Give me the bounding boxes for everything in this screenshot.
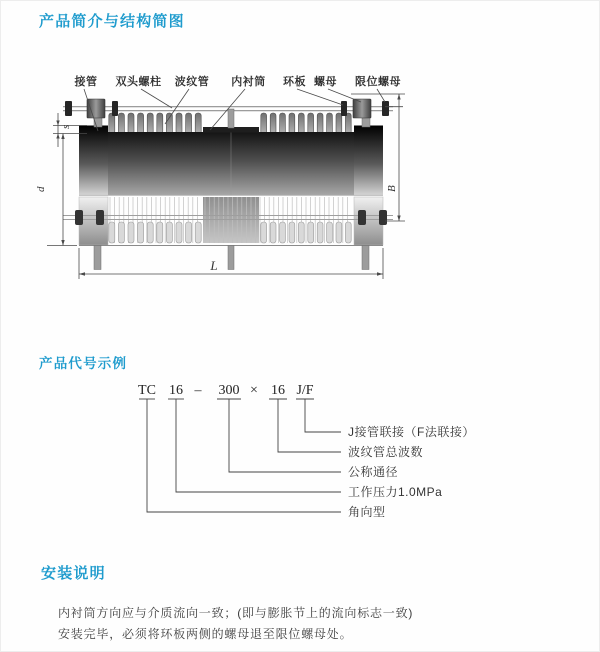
code-callout-joint: J接管联接（F法联接） bbox=[348, 425, 475, 439]
section-title-code: 产品代号示例 bbox=[39, 356, 128, 371]
code-callout-type: 角向型 bbox=[348, 505, 386, 519]
code-callout-diameter: 公称通径 bbox=[348, 465, 399, 479]
pipe-collar-right bbox=[354, 126, 383, 196]
code-segment-joint: J/F bbox=[296, 383, 314, 398]
part-label-limitnut: 限位螺母 bbox=[355, 76, 401, 88]
bellows-teeth-top-right bbox=[261, 113, 351, 134]
part-label-jieguan: 接管 bbox=[74, 76, 98, 88]
pipe-collar-left bbox=[79, 126, 108, 196]
part-label-bellows: 波纹管 bbox=[174, 76, 210, 88]
code-callout-pressure: 工作压力1.0MPa bbox=[348, 485, 443, 499]
code-segment-type: TC bbox=[138, 383, 156, 398]
part-label-liner: 内衬筒 bbox=[231, 76, 266, 88]
dim-label-B: B bbox=[386, 185, 398, 192]
code-segment-dash: – bbox=[194, 383, 202, 398]
bellows-teeth-top-left bbox=[109, 113, 201, 134]
code-segment-times: × bbox=[250, 383, 258, 398]
bellows-teeth-bottom-left bbox=[109, 222, 201, 243]
part-label-nut: 螺母 bbox=[314, 76, 337, 88]
code-segment-pressure: 16 bbox=[169, 383, 183, 398]
install-note-line1: 内衬筒方向应与介质流向一致；(即与膨胀节上的流向标志一致) bbox=[58, 606, 414, 620]
section-title-intro: 产品简介与结构简图 bbox=[39, 13, 185, 30]
code-segment-waves: 16 bbox=[271, 383, 285, 398]
part-label-stud: 双头螺柱 bbox=[115, 76, 162, 88]
code-callout-waves: 波纹管总波数 bbox=[348, 445, 424, 459]
structure-and-code-diagram bbox=[1, 1, 600, 652]
dimension-d bbox=[35, 134, 77, 246]
code-segment-diameter: 300 bbox=[218, 383, 240, 398]
limit-nut-right bbox=[382, 101, 389, 116]
limit-nut-left bbox=[65, 101, 72, 116]
part-label-ringplate: 环板 bbox=[283, 76, 306, 88]
dim-label-d: d bbox=[35, 186, 47, 192]
code-callout-lines bbox=[139, 399, 341, 512]
dim-label-L: L bbox=[210, 258, 218, 273]
section-title-install: 安装说明 bbox=[41, 565, 106, 582]
ring-plate-mark bbox=[341, 101, 347, 116]
install-note-line2: 安装完毕，必须将环板两侧的螺母退至限位螺母处。 bbox=[58, 627, 353, 641]
dim-label-s: s bbox=[60, 124, 72, 129]
